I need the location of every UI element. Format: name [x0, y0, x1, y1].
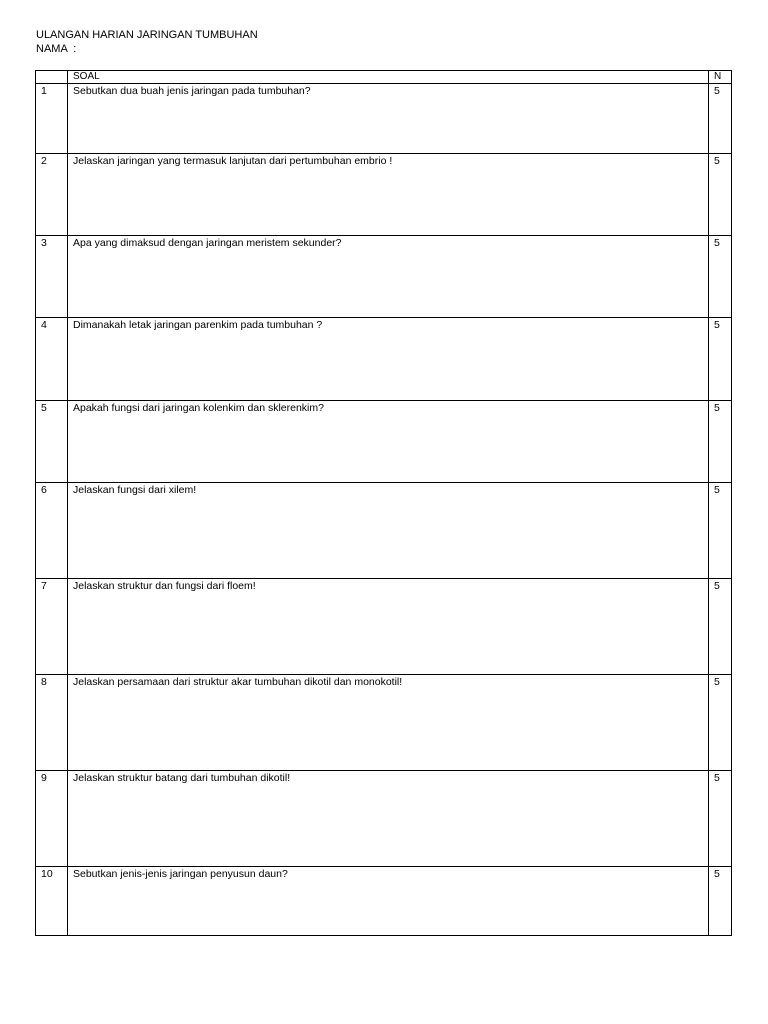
row-question: Jelaskan struktur batang dari tumbuhan dikotil! [68, 771, 709, 867]
table-row [36, 401, 732, 483]
row-score: 5 [709, 236, 732, 318]
row-score: 5 [709, 318, 732, 401]
row-number: 6 [36, 483, 68, 579]
row-number: 5 [36, 401, 68, 483]
row-question: Apakah fungsi dari jaringan kolenkim dan sklerenkim? [68, 401, 709, 483]
document-title: ULANGAN HARIAN JARINGAN TUMBUHAN [36, 29, 258, 41]
row-question: Jelaskan jaringan yang termasuk lanjutan dari pertumbuhan embrio ! [68, 154, 709, 236]
column-header-score: N [709, 71, 732, 84]
column-header-question: SOAL [68, 71, 709, 84]
row-score: 5 [709, 771, 732, 867]
row-number: 3 [36, 236, 68, 318]
row-question: Dimanakah letak jaringan parenkim pada tumbuhan ? [68, 318, 709, 401]
name-label: NAMA : [36, 43, 77, 55]
row-question: Sebutkan dua buah jenis jaringan pada tumbuhan? [68, 84, 709, 154]
row-score: 5 [709, 483, 732, 579]
row-number: 10 [36, 867, 68, 936]
table-row [36, 771, 732, 867]
table-row [36, 867, 732, 936]
table-row [36, 675, 732, 771]
row-number: 8 [36, 675, 68, 771]
row-number: 9 [36, 771, 68, 867]
row-score: 5 [709, 84, 732, 154]
quiz-table [35, 70, 732, 936]
table-row [36, 154, 732, 236]
row-score: 5 [709, 579, 732, 675]
row-score: 5 [709, 867, 732, 936]
table-row [36, 579, 732, 675]
row-question: Jelaskan fungsi dari xilem! [68, 483, 709, 579]
row-score: 5 [709, 675, 732, 771]
row-question: Jelaskan persamaan dari struktur akar tumbuhan dikotil dan monokotil! [68, 675, 709, 771]
table-row [36, 318, 732, 401]
document-header [36, 28, 258, 56]
row-number: 1 [36, 84, 68, 154]
column-header-number [36, 71, 68, 84]
row-score: 5 [709, 401, 732, 483]
table-row [36, 236, 732, 318]
row-number: 4 [36, 318, 68, 401]
row-number: 2 [36, 154, 68, 236]
table-header-row [36, 71, 732, 84]
row-number: 7 [36, 579, 68, 675]
row-question: Apa yang dimaksud dengan jaringan meristem sekunder? [68, 236, 709, 318]
row-score: 5 [709, 154, 732, 236]
row-question: Sebutkan jenis-jenis jaringan penyusun daun? [68, 867, 709, 936]
row-question: Jelaskan struktur dan fungsi dari floem! [68, 579, 709, 675]
table-row [36, 483, 732, 579]
table-row [36, 84, 732, 154]
